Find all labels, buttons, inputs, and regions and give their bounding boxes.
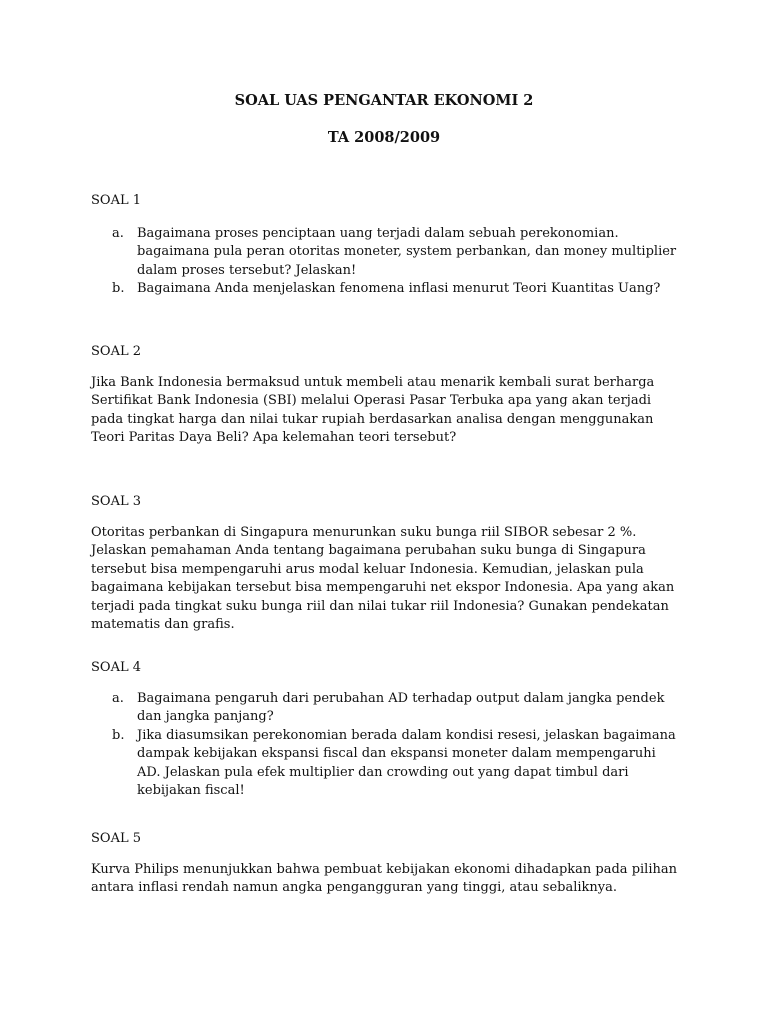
list-item bbox=[91, 280, 681, 299]
question-text: Kurva Philips menunjukkan bahwa pembuat kebijakan ekonomi dihadapkan pada pilihan antara inflasi rendah namun angka pengangguran yang tinggi, atau sebaliknya. bbox=[91, 861, 677, 895]
section-soal-5 bbox=[91, 830, 681, 898]
section-soal-3 bbox=[91, 493, 681, 635]
list-marker: a. bbox=[112, 225, 124, 241]
section-soal-1 bbox=[91, 192, 681, 299]
list-item-text: Bagaimana Anda menjelaskan fenomena inflasi menurut Teori Kuantitas Uang? bbox=[137, 281, 661, 296]
section-heading: SOAL 2 bbox=[91, 344, 141, 359]
list-item-text: Bagaimana pengaruh dari perubahan AD terhadap output dalam jangka pendek dan jangka panjang? bbox=[137, 690, 665, 724]
question-text: Jika Bank Indonesia bermaksud untuk membeli atau menarik kembali surat berharga Sertifikat Bank Indonesia (SBI) melalui Operasi Pasar Terbuka apa yang akan terjadi pada tingkat harga dan nilai tukar rupiah berdasarkan analisa dengan menggunakan Teori Paritas Daya Beli? Apa kelemahan teori tersebut? bbox=[91, 374, 655, 445]
list-marker: a. bbox=[112, 690, 124, 706]
list-marker: b. bbox=[112, 727, 125, 743]
list-item-text: Bagaimana proses penciptaan uang terjadi dalam sebuah perekonomian. bagaimana pula peran otoritas moneter, system perbankan, dan money multiplier dalam proses tersebut? Jelaskan! bbox=[137, 225, 677, 278]
section-heading: SOAL 5 bbox=[91, 831, 141, 846]
list-item bbox=[91, 690, 681, 727]
list-item-text: Jika diasumsikan perekonomian berada dalam kondisi resesi, jelaskan bagaimana dampak kebijakan ekspansi fiscal dan ekspansi moneter dalam mempengaruhi AD. Jelaskan pula efek multiplier dan crowding out yang dapat timbul dari kebijakan fiscal! bbox=[137, 727, 676, 798]
document-title: SOAL UAS PENGANTAR EKONOMI 2 bbox=[234, 92, 534, 109]
question-list bbox=[91, 225, 681, 299]
list-item bbox=[91, 225, 681, 281]
section-soal-2 bbox=[91, 343, 681, 448]
section-heading: SOAL 1 bbox=[91, 193, 141, 208]
section-soal-4 bbox=[91, 659, 681, 801]
section-heading: SOAL 4 bbox=[91, 660, 141, 675]
document-subtitle: TA 2008/2009 bbox=[327, 129, 441, 146]
question-text: Otoritas perbankan di Singapura menurunkan suku bunga riil SIBOR sebesar 2 %. Jelaskan pemahaman Anda tentang bagaimana perubahan suku bunga di Singapura tersebut bisa mempengaruhi arus modal keluar Indonesia. Kemudian, jelaskan pula bagaimana kebijakan tersebut bisa mempengaruhi net ekspor Indonesia. Apa yang akan terjadi pada tingkat suku bunga riil dan nilai tukar riil Indonesia? Gunakan pendekatan matematis dan grafis. bbox=[91, 524, 675, 632]
list-marker: b. bbox=[112, 281, 125, 296]
list-item bbox=[91, 727, 681, 801]
section-heading: SOAL 3 bbox=[91, 494, 141, 509]
question-list bbox=[91, 690, 681, 801]
